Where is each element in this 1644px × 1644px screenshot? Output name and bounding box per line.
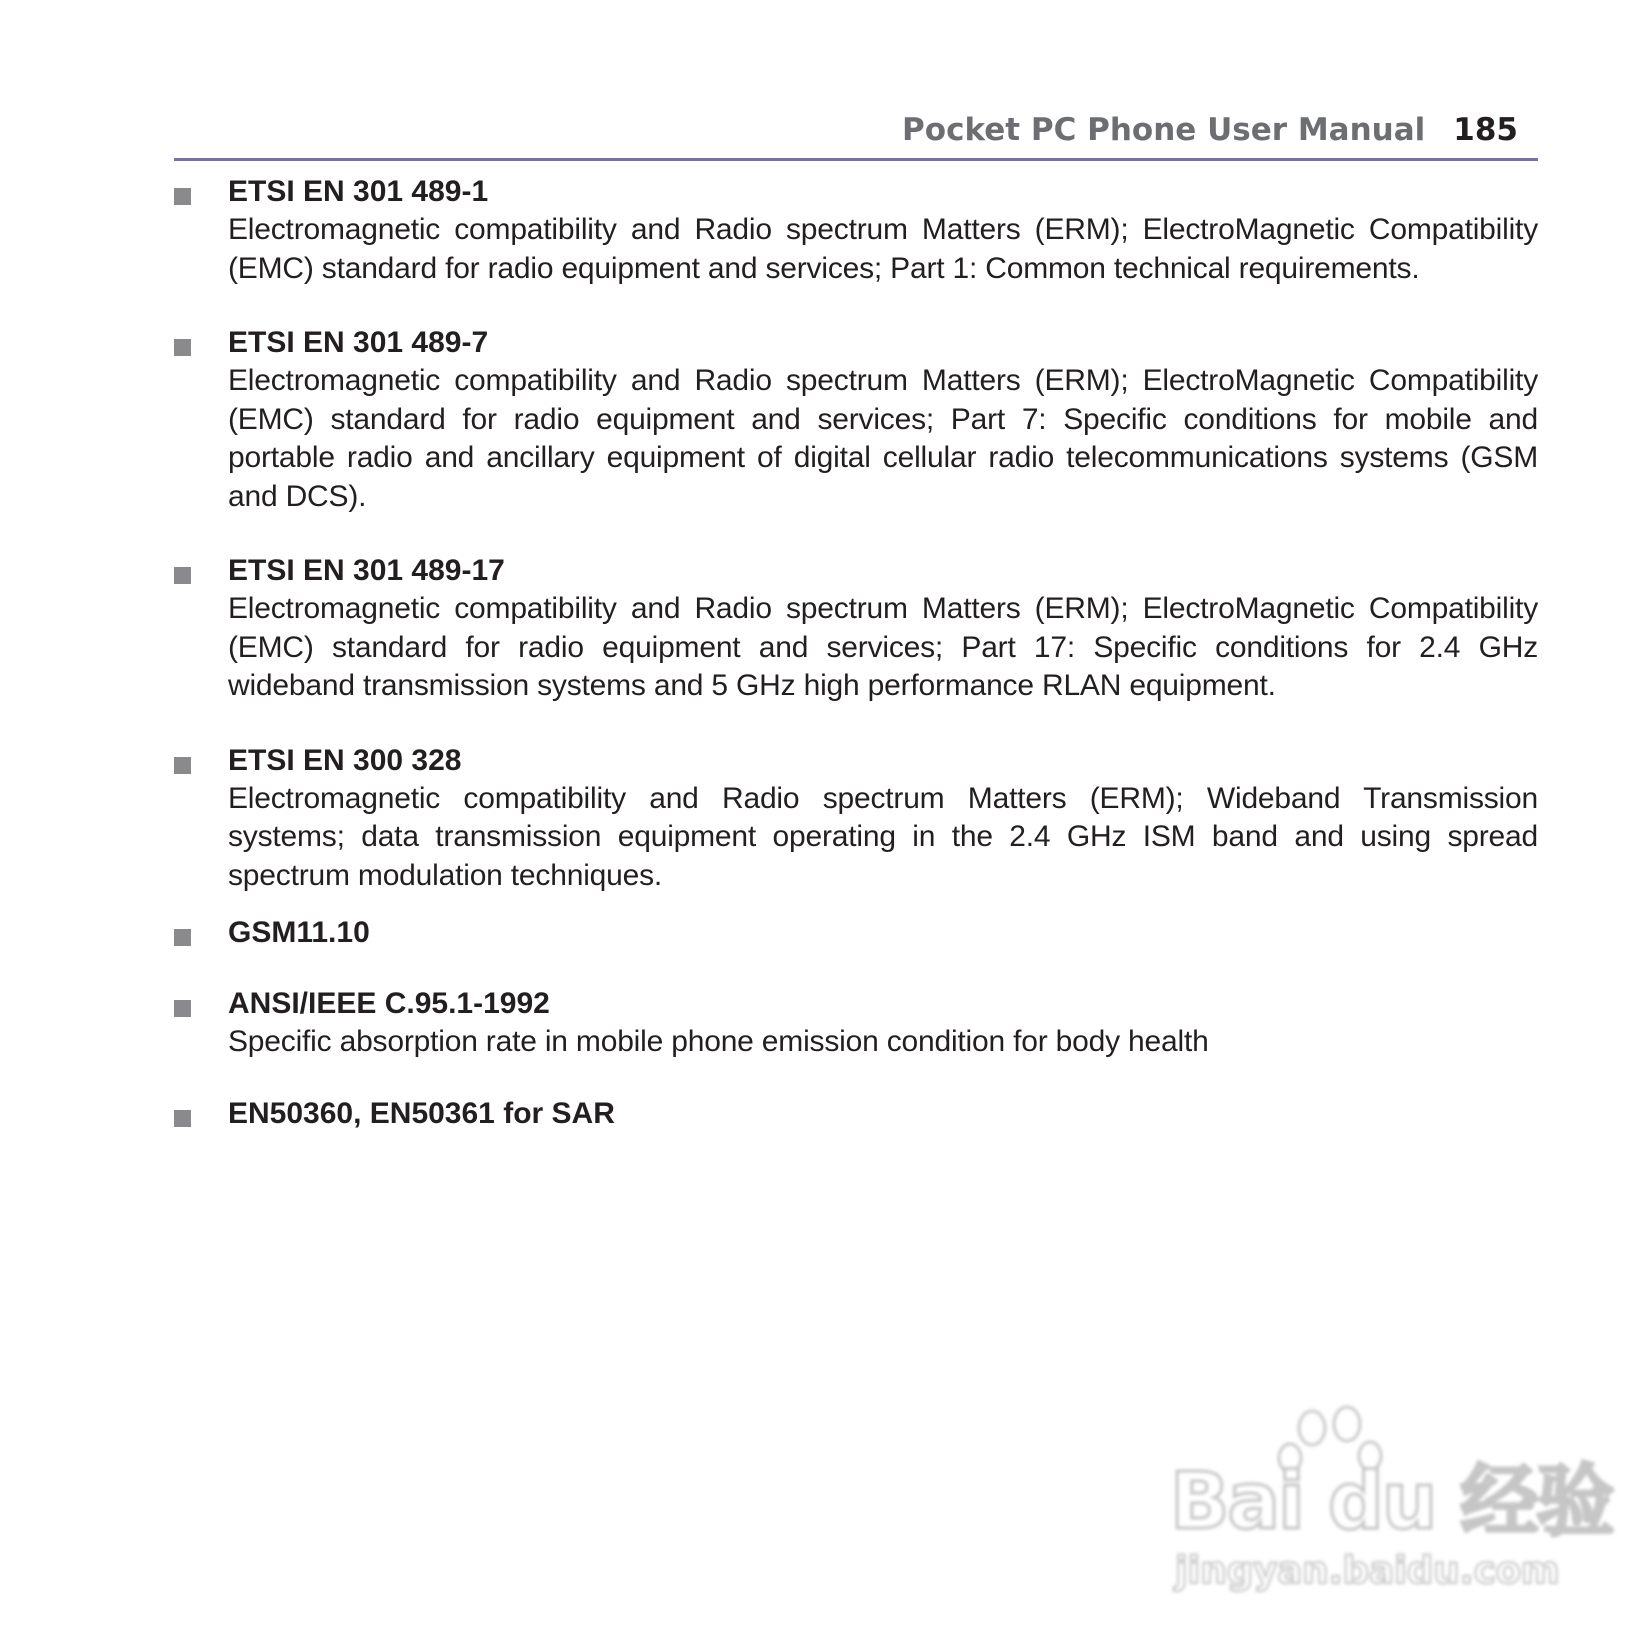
watermark-url: jingyan.baidu.com: [1175, 1549, 1560, 1592]
item-title: GSM11.10: [228, 916, 370, 949]
square-bullet-icon: [174, 757, 191, 774]
item-title: ETSI EN 301 489-1: [228, 175, 489, 208]
page-number: 185: [1453, 112, 1518, 148]
item-description: Specific absorption rate in mobile phone emission condition for body health: [228, 1025, 1209, 1058]
item-description: Electromagnetic compatibility and Radio spectrum Matters (ERM); ElectroMagnetic Compatibility (EMC) standard for radio equipment and services; Part 1: Common technical requirements.: [228, 213, 1538, 285]
item-description: Electromagnetic compatibility and Radio spectrum Matters (ERM); Wideband Transmission systems; data transmission equipment operating in the 2.4 GHz ISM band and using spread spectrum modulation techniques.: [228, 781, 1538, 892]
list-item: [174, 913, 1538, 952]
square-bullet-icon: [174, 188, 191, 205]
list-item: [174, 741, 1538, 896]
item-title: ETSI EN 301 489-17: [228, 554, 505, 587]
item-title: ETSI EN 301 489-7: [228, 326, 489, 359]
square-bullet-icon: [174, 929, 191, 946]
square-bullet-icon: [174, 339, 191, 356]
item-title: ANSI/IEEE C.95.1-1992: [228, 987, 550, 1020]
item-description: Electromagnetic compatibility and Radio spectrum Matters (ERM); ElectroMagnetic Compatibility (EMC) standard for radio equipment and services; Part 7: Specific conditions for mobile and portable radio and ancillary equipment of digital cellular radio telecommunications systems (GSM and DCS).: [228, 364, 1538, 513]
standards-list: [174, 172, 1538, 1133]
list-item: [174, 1094, 1538, 1133]
square-bullet-icon: [174, 1000, 191, 1017]
item-description: Electromagnetic compatibility and Radio spectrum Matters (ERM); ElectroMagnetic Compatibility (EMC) standard for radio equipment and services; Part 17: Specific conditions for 2.4 GHz wideband transmission systems and 5 GHz high performance RLAN equipment.: [228, 592, 1538, 702]
item-title: EN50360, EN50361 for SAR: [228, 1096, 615, 1130]
square-bullet-icon: [174, 567, 191, 584]
baidu-jingyan-watermark: [1170, 1400, 1613, 1592]
header-rule: [174, 158, 1538, 161]
square-bullet-icon: [174, 1110, 191, 1127]
item-title: ETSI EN 300 328: [228, 743, 462, 777]
list-item: [174, 323, 1538, 516]
list-item: [174, 984, 1538, 1062]
manual-title: Pocket PC Phone User Manual: [902, 112, 1426, 148]
list-item: [174, 172, 1538, 288]
list-item: [174, 551, 1538, 706]
watermark-brand: Bai du 经验: [1170, 1457, 1613, 1547]
page-header: [174, 112, 1538, 148]
